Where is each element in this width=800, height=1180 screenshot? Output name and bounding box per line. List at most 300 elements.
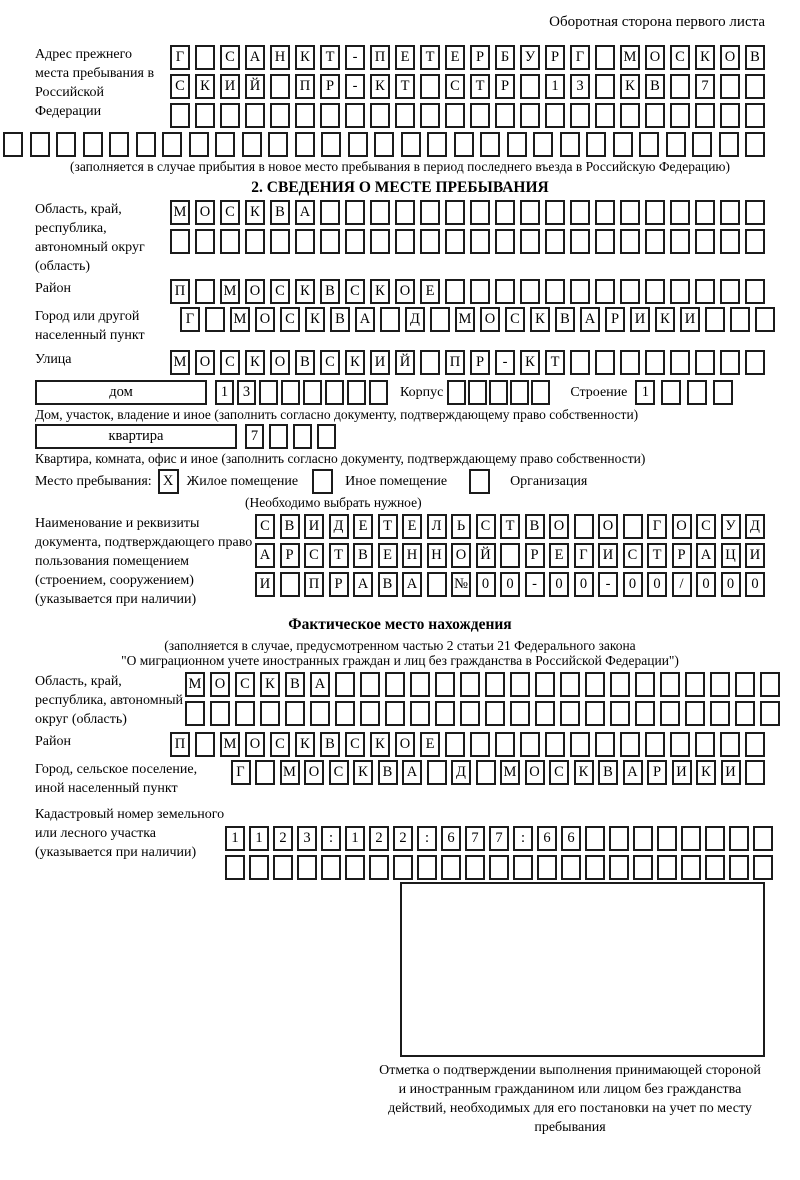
char-cell[interactable]	[695, 200, 715, 225]
char-cell[interactable]	[395, 229, 415, 254]
char-cell[interactable]: Е	[395, 45, 415, 70]
char-cell[interactable]	[535, 672, 555, 697]
char-cell[interactable]: Й	[476, 543, 496, 568]
char-cell[interactable]	[410, 672, 430, 697]
char-cell[interactable]: 0	[549, 572, 569, 597]
char-cell[interactable]: И	[630, 307, 650, 332]
char-cell[interactable]: 1	[225, 826, 245, 851]
char-cell[interactable]: И	[370, 350, 390, 375]
char-cell[interactable]	[620, 350, 640, 375]
char-cell[interactable]	[610, 701, 630, 726]
char-cell[interactable]	[360, 701, 380, 726]
char-cell[interactable]	[595, 279, 615, 304]
char-cell[interactable]	[235, 701, 255, 726]
char-cell[interactable]	[136, 132, 156, 157]
char-cell[interactable]	[495, 103, 515, 128]
char-cell[interactable]: Т	[329, 543, 349, 568]
char-cell[interactable]: 6	[561, 826, 581, 851]
char-cell[interactable]: М	[170, 200, 190, 225]
char-cell[interactable]	[470, 279, 490, 304]
checkbox-organizatsiya[interactable]	[469, 469, 490, 494]
char-cell[interactable]	[445, 732, 465, 757]
char-cell[interactable]: С	[445, 74, 465, 99]
char-cell[interactable]: С	[623, 543, 643, 568]
char-cell[interactable]: О	[451, 543, 471, 568]
char-cell[interactable]	[670, 279, 690, 304]
char-cell[interactable]	[520, 74, 540, 99]
char-cell[interactable]: Г	[570, 45, 590, 70]
char-cell[interactable]	[720, 229, 740, 254]
char-cell[interactable]	[374, 132, 394, 157]
char-cell[interactable]: А	[696, 543, 716, 568]
char-cell[interactable]: Р	[470, 45, 490, 70]
char-cell[interactable]	[220, 229, 240, 254]
char-cell[interactable]: -	[345, 74, 365, 99]
char-cell[interactable]: В	[745, 45, 765, 70]
char-cell[interactable]	[713, 380, 733, 405]
char-cell[interactable]: 0	[647, 572, 667, 597]
char-cell[interactable]: 7	[695, 74, 715, 99]
char-cell[interactable]	[385, 701, 405, 726]
char-cell[interactable]: О	[195, 200, 215, 225]
char-cell[interactable]	[695, 103, 715, 128]
char-cell[interactable]	[420, 200, 440, 225]
char-cell[interactable]	[753, 855, 773, 880]
char-cell[interactable]	[720, 732, 740, 757]
char-cell[interactable]	[660, 672, 680, 697]
char-cell[interactable]	[719, 132, 739, 157]
char-cell[interactable]: Н	[270, 45, 290, 70]
char-cell[interactable]	[620, 229, 640, 254]
char-cell[interactable]	[441, 855, 461, 880]
char-cell[interactable]	[30, 132, 50, 157]
char-cell[interactable]: 3	[570, 74, 590, 99]
char-cell[interactable]	[269, 424, 288, 449]
char-cell[interactable]	[293, 424, 312, 449]
char-cell[interactable]	[320, 200, 340, 225]
char-cell[interactable]: С	[345, 279, 365, 304]
char-cell[interactable]	[280, 572, 300, 597]
char-cell[interactable]: 0	[721, 572, 741, 597]
char-cell[interactable]	[574, 514, 594, 539]
char-cell[interactable]	[297, 855, 317, 880]
char-cell[interactable]: 7	[465, 826, 485, 851]
char-cell[interactable]: 0	[696, 572, 716, 597]
char-cell[interactable]	[470, 200, 490, 225]
char-cell[interactable]	[729, 855, 749, 880]
char-cell[interactable]: И	[680, 307, 700, 332]
char-cell[interactable]	[730, 307, 750, 332]
char-cell[interactable]: 2	[273, 826, 293, 851]
char-cell[interactable]: В	[378, 760, 398, 785]
char-cell[interactable]: А	[310, 672, 330, 697]
char-cell[interactable]: М	[230, 307, 250, 332]
char-cell[interactable]	[270, 229, 290, 254]
char-cell[interactable]: Р	[470, 350, 490, 375]
char-cell[interactable]: 3	[297, 826, 317, 851]
char-cell[interactable]: П	[304, 572, 324, 597]
char-cell[interactable]: К	[195, 74, 215, 99]
char-cell[interactable]	[695, 732, 715, 757]
char-cell[interactable]: К	[295, 279, 315, 304]
char-cell[interactable]	[220, 103, 240, 128]
char-cell[interactable]	[681, 826, 701, 851]
char-cell[interactable]	[454, 132, 474, 157]
char-cell[interactable]: П	[170, 279, 190, 304]
char-cell[interactable]	[480, 132, 500, 157]
char-cell[interactable]	[345, 103, 365, 128]
char-cell[interactable]	[685, 672, 705, 697]
char-cell[interactable]	[195, 279, 215, 304]
char-cell[interactable]	[633, 826, 653, 851]
char-cell[interactable]	[635, 701, 655, 726]
char-cell[interactable]	[760, 672, 780, 697]
char-cell[interactable]	[755, 307, 775, 332]
char-cell[interactable]: 7	[489, 826, 509, 851]
char-cell[interactable]: С	[320, 350, 340, 375]
char-cell[interactable]: И	[255, 572, 275, 597]
char-cell[interactable]: Е	[402, 514, 422, 539]
char-cell[interactable]	[520, 279, 540, 304]
char-cell[interactable]: И	[672, 760, 692, 785]
char-cell[interactable]	[510, 701, 530, 726]
char-cell[interactable]: 0	[500, 572, 520, 597]
char-cell[interactable]	[533, 132, 553, 157]
char-cell[interactable]	[495, 229, 515, 254]
char-cell[interactable]	[460, 672, 480, 697]
char-cell[interactable]	[545, 732, 565, 757]
char-cell[interactable]	[268, 132, 288, 157]
char-cell[interactable]	[435, 672, 455, 697]
char-cell[interactable]	[470, 103, 490, 128]
char-cell[interactable]	[348, 132, 368, 157]
char-cell[interactable]	[447, 380, 466, 405]
char-cell[interactable]: О	[645, 45, 665, 70]
char-cell[interactable]	[281, 380, 300, 405]
char-cell[interactable]	[670, 732, 690, 757]
char-cell[interactable]	[325, 380, 344, 405]
char-cell[interactable]	[395, 200, 415, 225]
char-cell[interactable]	[760, 701, 780, 726]
char-cell[interactable]	[445, 229, 465, 254]
char-cell[interactable]	[345, 229, 365, 254]
char-cell[interactable]: С	[220, 45, 240, 70]
char-cell[interactable]	[561, 855, 581, 880]
char-cell[interactable]	[335, 701, 355, 726]
char-cell[interactable]: Т	[420, 45, 440, 70]
char-cell[interactable]	[295, 229, 315, 254]
char-cell[interactable]	[260, 701, 280, 726]
char-cell[interactable]	[255, 760, 275, 785]
char-cell[interactable]	[507, 132, 527, 157]
char-cell[interactable]: М	[620, 45, 640, 70]
char-cell[interactable]	[395, 103, 415, 128]
char-cell[interactable]	[273, 855, 293, 880]
char-cell[interactable]	[510, 380, 529, 405]
char-cell[interactable]: Т	[320, 45, 340, 70]
char-cell[interactable]: И	[304, 514, 324, 539]
char-cell[interactable]	[695, 279, 715, 304]
char-cell[interactable]	[670, 229, 690, 254]
char-cell[interactable]	[595, 200, 615, 225]
char-cell[interactable]	[162, 132, 182, 157]
char-cell[interactable]	[570, 350, 590, 375]
char-cell[interactable]: Р	[605, 307, 625, 332]
char-cell[interactable]: В	[285, 672, 305, 697]
char-cell[interactable]: Е	[420, 279, 440, 304]
char-cell[interactable]	[685, 701, 705, 726]
char-cell[interactable]: Р	[329, 572, 349, 597]
char-cell[interactable]	[369, 855, 389, 880]
char-cell[interactable]: Е	[445, 45, 465, 70]
char-cell[interactable]: А	[623, 760, 643, 785]
char-cell[interactable]	[489, 380, 508, 405]
char-cell[interactable]	[401, 132, 421, 157]
char-cell[interactable]: М	[220, 732, 240, 757]
char-cell[interactable]	[745, 103, 765, 128]
char-cell[interactable]	[470, 229, 490, 254]
char-cell[interactable]	[195, 229, 215, 254]
char-cell[interactable]: О	[245, 732, 265, 757]
char-cell[interactable]: К	[245, 350, 265, 375]
char-cell[interactable]: В	[555, 307, 575, 332]
char-cell[interactable]: О	[525, 760, 545, 785]
char-cell[interactable]	[345, 855, 365, 880]
char-cell[interactable]	[609, 855, 629, 880]
char-cell[interactable]	[468, 380, 487, 405]
char-cell[interactable]: Р	[320, 74, 340, 99]
char-cell[interactable]: 7	[245, 424, 264, 449]
char-cell[interactable]	[620, 279, 640, 304]
char-cell[interactable]	[225, 855, 245, 880]
char-cell[interactable]	[295, 103, 315, 128]
char-cell[interactable]	[645, 732, 665, 757]
char-cell[interactable]	[420, 74, 440, 99]
checkbox-inoe-pomeshchenie[interactable]	[312, 469, 333, 494]
char-cell[interactable]	[345, 200, 365, 225]
char-cell[interactable]: К	[345, 350, 365, 375]
char-cell[interactable]: -	[495, 350, 515, 375]
char-cell[interactable]: Р	[280, 543, 300, 568]
char-cell[interactable]	[420, 229, 440, 254]
char-cell[interactable]: С	[220, 200, 240, 225]
char-cell[interactable]: Г	[647, 514, 667, 539]
char-cell[interactable]	[666, 132, 686, 157]
char-cell[interactable]	[595, 45, 615, 70]
char-cell[interactable]	[485, 672, 505, 697]
char-cell[interactable]	[3, 132, 23, 157]
char-cell[interactable]: О	[255, 307, 275, 332]
char-cell[interactable]	[620, 103, 640, 128]
char-cell[interactable]	[645, 103, 665, 128]
char-cell[interactable]: А	[255, 543, 275, 568]
char-cell[interactable]	[720, 200, 740, 225]
char-cell[interactable]: Д	[745, 514, 765, 539]
char-cell[interactable]	[476, 760, 496, 785]
char-cell[interactable]: Г	[231, 760, 251, 785]
char-cell[interactable]: /	[672, 572, 692, 597]
char-cell[interactable]	[385, 672, 405, 697]
char-cell[interactable]: :	[513, 826, 533, 851]
char-cell[interactable]	[745, 74, 765, 99]
char-cell[interactable]	[745, 732, 765, 757]
char-cell[interactable]	[317, 424, 336, 449]
char-cell[interactable]: А	[402, 572, 422, 597]
char-cell[interactable]	[745, 279, 765, 304]
char-cell[interactable]: К	[655, 307, 675, 332]
char-cell[interactable]	[495, 732, 515, 757]
char-cell[interactable]: С	[270, 732, 290, 757]
char-cell[interactable]: 6	[441, 826, 461, 851]
char-cell[interactable]	[510, 672, 530, 697]
char-cell[interactable]: О	[270, 350, 290, 375]
char-cell[interactable]	[520, 732, 540, 757]
char-cell[interactable]	[585, 701, 605, 726]
char-cell[interactable]: С	[505, 307, 525, 332]
char-cell[interactable]: В	[320, 732, 340, 757]
char-cell[interactable]	[753, 826, 773, 851]
char-cell[interactable]	[705, 855, 725, 880]
char-cell[interactable]	[657, 826, 677, 851]
char-cell[interactable]	[595, 350, 615, 375]
char-cell[interactable]: Т	[500, 514, 520, 539]
char-cell[interactable]: В	[320, 279, 340, 304]
char-cell[interactable]	[370, 200, 390, 225]
char-cell[interactable]	[485, 701, 505, 726]
char-cell[interactable]	[303, 380, 322, 405]
char-cell[interactable]: П	[445, 350, 465, 375]
char-cell[interactable]: О	[195, 350, 215, 375]
char-cell[interactable]: И	[220, 74, 240, 99]
char-cell[interactable]	[670, 350, 690, 375]
char-cell[interactable]: О	[245, 279, 265, 304]
char-cell[interactable]: А	[355, 307, 375, 332]
char-cell[interactable]	[270, 103, 290, 128]
char-cell[interactable]	[310, 701, 330, 726]
char-cell[interactable]	[195, 45, 215, 70]
char-cell[interactable]	[285, 701, 305, 726]
char-cell[interactable]	[427, 572, 447, 597]
char-cell[interactable]	[585, 855, 605, 880]
char-cell[interactable]: Т	[647, 543, 667, 568]
char-cell[interactable]: О	[210, 672, 230, 697]
char-cell[interactable]	[595, 229, 615, 254]
char-cell[interactable]: 2	[393, 826, 413, 851]
char-cell[interactable]: И	[745, 543, 765, 568]
char-cell[interactable]	[495, 200, 515, 225]
char-cell[interactable]	[705, 826, 725, 851]
char-cell[interactable]	[245, 103, 265, 128]
char-cell[interactable]	[205, 307, 225, 332]
char-cell[interactable]	[445, 279, 465, 304]
char-cell[interactable]	[520, 103, 540, 128]
char-cell[interactable]	[645, 279, 665, 304]
char-cell[interactable]: С	[255, 514, 275, 539]
char-cell[interactable]: 0	[745, 572, 765, 597]
char-cell[interactable]: 0	[623, 572, 643, 597]
char-cell[interactable]: О	[598, 514, 618, 539]
char-cell[interactable]	[185, 701, 205, 726]
char-cell[interactable]	[661, 380, 681, 405]
char-cell[interactable]	[670, 103, 690, 128]
char-cell[interactable]: К	[520, 350, 540, 375]
char-cell[interactable]	[495, 279, 515, 304]
char-cell[interactable]: Е	[378, 543, 398, 568]
char-cell[interactable]: 1	[635, 380, 655, 405]
char-cell[interactable]	[427, 132, 447, 157]
char-cell[interactable]: М	[170, 350, 190, 375]
char-cell[interactable]: Т	[470, 74, 490, 99]
char-cell[interactable]	[570, 200, 590, 225]
char-cell[interactable]	[560, 672, 580, 697]
char-cell[interactable]	[535, 701, 555, 726]
char-cell[interactable]: И	[721, 760, 741, 785]
char-cell[interactable]	[645, 200, 665, 225]
char-cell[interactable]: П	[295, 74, 315, 99]
char-cell[interactable]	[585, 826, 605, 851]
char-cell[interactable]	[435, 701, 455, 726]
char-cell[interactable]: В	[645, 74, 665, 99]
char-cell[interactable]	[620, 732, 640, 757]
char-cell[interactable]	[670, 200, 690, 225]
char-cell[interactable]	[537, 855, 557, 880]
char-cell[interactable]	[259, 380, 278, 405]
char-cell[interactable]	[500, 543, 520, 568]
char-cell[interactable]	[430, 307, 450, 332]
char-cell[interactable]: К	[353, 760, 373, 785]
char-cell[interactable]	[369, 380, 388, 405]
char-cell[interactable]	[420, 103, 440, 128]
char-cell[interactable]	[170, 103, 190, 128]
char-cell[interactable]: Н	[427, 543, 447, 568]
char-cell[interactable]: О	[480, 307, 500, 332]
char-cell[interactable]: -	[525, 572, 545, 597]
char-cell[interactable]: Л	[427, 514, 447, 539]
char-cell[interactable]	[489, 855, 509, 880]
char-cell[interactable]: С	[345, 732, 365, 757]
char-cell[interactable]	[609, 826, 629, 851]
char-cell[interactable]: В	[330, 307, 350, 332]
char-cell[interactable]	[687, 380, 707, 405]
char-cell[interactable]: С	[329, 760, 349, 785]
char-cell[interactable]	[370, 103, 390, 128]
char-cell[interactable]: К	[370, 279, 390, 304]
char-cell[interactable]	[570, 279, 590, 304]
char-cell[interactable]: Р	[672, 543, 692, 568]
char-cell[interactable]	[245, 229, 265, 254]
checkbox-zhiloe-pomeshchenie[interactable]: X	[158, 469, 179, 494]
char-cell[interactable]	[695, 350, 715, 375]
char-cell[interactable]	[695, 229, 715, 254]
char-cell[interactable]: С	[235, 672, 255, 697]
char-cell[interactable]	[215, 132, 235, 157]
char-cell[interactable]	[660, 701, 680, 726]
char-cell[interactable]	[109, 132, 129, 157]
char-cell[interactable]: 0	[574, 572, 594, 597]
char-cell[interactable]: 3	[237, 380, 256, 405]
char-cell[interactable]: С	[549, 760, 569, 785]
char-cell[interactable]: А	[353, 572, 373, 597]
char-cell[interactable]: Д	[451, 760, 471, 785]
char-cell[interactable]	[729, 826, 749, 851]
char-cell[interactable]	[639, 132, 659, 157]
char-cell[interactable]	[249, 855, 269, 880]
char-cell[interactable]	[633, 855, 653, 880]
char-cell[interactable]	[445, 200, 465, 225]
char-cell[interactable]: М	[220, 279, 240, 304]
char-cell[interactable]	[321, 132, 341, 157]
char-cell[interactable]: 2	[369, 826, 389, 851]
